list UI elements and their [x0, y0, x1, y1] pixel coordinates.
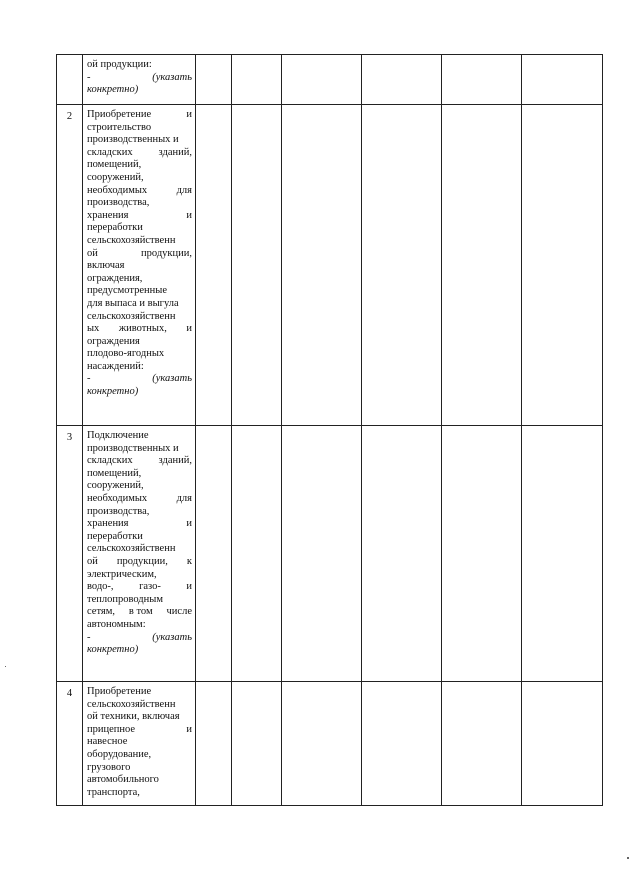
word: -	[87, 71, 91, 83]
justified-line	[87, 210, 192, 223]
word: ой	[87, 247, 98, 259]
text-line: производства,	[87, 197, 150, 209]
word: и	[186, 209, 192, 221]
empty-cell	[522, 55, 603, 105]
empty-cell	[442, 682, 522, 806]
text-line: сельскохозяйственн	[87, 698, 176, 710]
empty-cell	[232, 55, 282, 105]
row-number: 3	[57, 426, 83, 682]
empty-cell	[196, 426, 232, 682]
text-line: переработки	[87, 530, 143, 542]
text-line: сельскохозяйственн	[87, 234, 176, 246]
text-line: электрическим,	[87, 568, 157, 580]
text-line: ой техники, включая	[87, 711, 180, 723]
item-description	[83, 105, 196, 426]
empty-cell	[362, 682, 442, 806]
text-line: сельскохозяйственн	[87, 543, 176, 555]
justified-line	[87, 556, 192, 569]
word: и	[186, 323, 192, 335]
text-line: сельскохозяйственн	[87, 310, 176, 322]
justified-line	[87, 109, 192, 122]
text-line: включая	[87, 260, 125, 272]
text-line: насаждений:	[87, 360, 144, 372]
word: ой	[87, 555, 98, 567]
justified-line	[87, 632, 192, 645]
justified-line	[87, 323, 192, 336]
word: (указать	[152, 71, 192, 83]
text-line: помещений,	[87, 159, 142, 171]
word: в том	[128, 606, 153, 618]
text-line: для выпаса и выгула	[87, 297, 179, 309]
empty-cell	[282, 682, 362, 806]
justified-line	[87, 724, 192, 737]
table-row	[57, 682, 603, 806]
word: и	[186, 581, 192, 593]
word: необходимых	[87, 492, 148, 504]
word: прицепное	[87, 723, 136, 735]
empty-cell	[442, 105, 522, 426]
justified-line	[87, 72, 192, 85]
table-row	[57, 105, 603, 426]
empty-cell	[362, 105, 442, 426]
table-row	[57, 55, 603, 105]
empty-cell	[362, 55, 442, 105]
word: и	[186, 518, 192, 530]
word: хранения	[87, 518, 129, 530]
text-line: теплопроводным	[87, 593, 163, 605]
empty-cell	[232, 682, 282, 806]
word: -	[87, 631, 91, 643]
empty-cell	[282, 55, 362, 105]
word: хранения	[87, 209, 129, 221]
text-line: плодово-ягодных	[87, 348, 165, 360]
text-line: Приобретение	[87, 686, 152, 697]
word: животных,	[118, 323, 167, 335]
text-line: производственных и	[87, 134, 179, 146]
justified-line	[87, 518, 192, 531]
row-number: 2	[57, 105, 83, 426]
justified-line	[87, 455, 192, 468]
scan-speck	[5, 666, 6, 667]
word: водо-,	[87, 581, 114, 593]
empty-cell	[362, 426, 442, 682]
item-description	[83, 682, 196, 806]
justified-line	[87, 373, 192, 386]
word: ых	[87, 323, 100, 335]
requirements-table	[56, 54, 603, 806]
word: продукции,	[141, 247, 192, 259]
word: складских	[87, 455, 133, 467]
empty-cell	[522, 426, 603, 682]
text-line: транспорта,	[87, 786, 140, 798]
empty-cell	[282, 426, 362, 682]
scan-speck	[627, 857, 629, 859]
text-line: сооружений,	[87, 171, 144, 183]
justified-line	[87, 493, 192, 506]
word: Приобретение	[87, 109, 152, 120]
empty-cell	[232, 426, 282, 682]
word: и	[186, 109, 192, 120]
text-line: предусмотренные	[87, 285, 167, 297]
row-number	[57, 55, 83, 105]
text-line: производственных и	[87, 442, 179, 454]
word: зданий,	[158, 146, 192, 158]
text-line: конкретно)	[87, 644, 139, 656]
item-description	[83, 426, 196, 682]
word: (указать	[152, 373, 192, 385]
text-line: конкретно)	[87, 84, 139, 96]
empty-cell	[196, 105, 232, 426]
word: зданий,	[158, 455, 192, 467]
word: для	[176, 184, 192, 196]
word: сетям,	[87, 606, 115, 618]
text-line: ограждения,	[87, 272, 143, 284]
text-line: навесное	[87, 736, 128, 748]
word: продукции,	[116, 555, 168, 567]
word: складских	[87, 146, 133, 158]
word: числе	[166, 606, 192, 618]
text-line: ой продукции:	[87, 59, 152, 70]
empty-cell	[282, 105, 362, 426]
empty-cell	[522, 105, 603, 426]
word: и	[186, 723, 192, 735]
empty-cell	[196, 682, 232, 806]
row-number: 4	[57, 682, 83, 806]
word: -	[87, 373, 91, 385]
text-line: конкретно)	[87, 386, 139, 398]
justified-line	[87, 581, 192, 594]
text-line: строительство	[87, 121, 152, 133]
empty-cell	[232, 105, 282, 426]
text-line: грузового	[87, 761, 131, 773]
word: необходимых	[87, 184, 148, 196]
text-line: оборудование,	[87, 748, 152, 760]
empty-cell	[196, 55, 232, 105]
table-row	[57, 426, 603, 682]
justified-line	[87, 185, 192, 198]
text-line: помещений,	[87, 467, 142, 479]
word: (указать	[152, 631, 192, 643]
empty-cell	[442, 426, 522, 682]
justified-line	[87, 248, 192, 261]
text-line: автомобильного	[87, 774, 159, 786]
text-line: Подключение	[87, 430, 149, 441]
justified-line	[87, 606, 192, 619]
text-line: автономным:	[87, 618, 146, 630]
word: газо-	[139, 581, 161, 593]
word: для	[176, 492, 192, 504]
word: к	[186, 555, 192, 567]
text-line: переработки	[87, 222, 143, 234]
text-line: производства,	[87, 505, 150, 517]
text-line: ограждения	[87, 335, 140, 347]
text-line: сооружений,	[87, 480, 144, 492]
justified-line	[87, 147, 192, 160]
empty-cell	[522, 682, 603, 806]
empty-cell	[442, 55, 522, 105]
item-description	[83, 55, 196, 105]
